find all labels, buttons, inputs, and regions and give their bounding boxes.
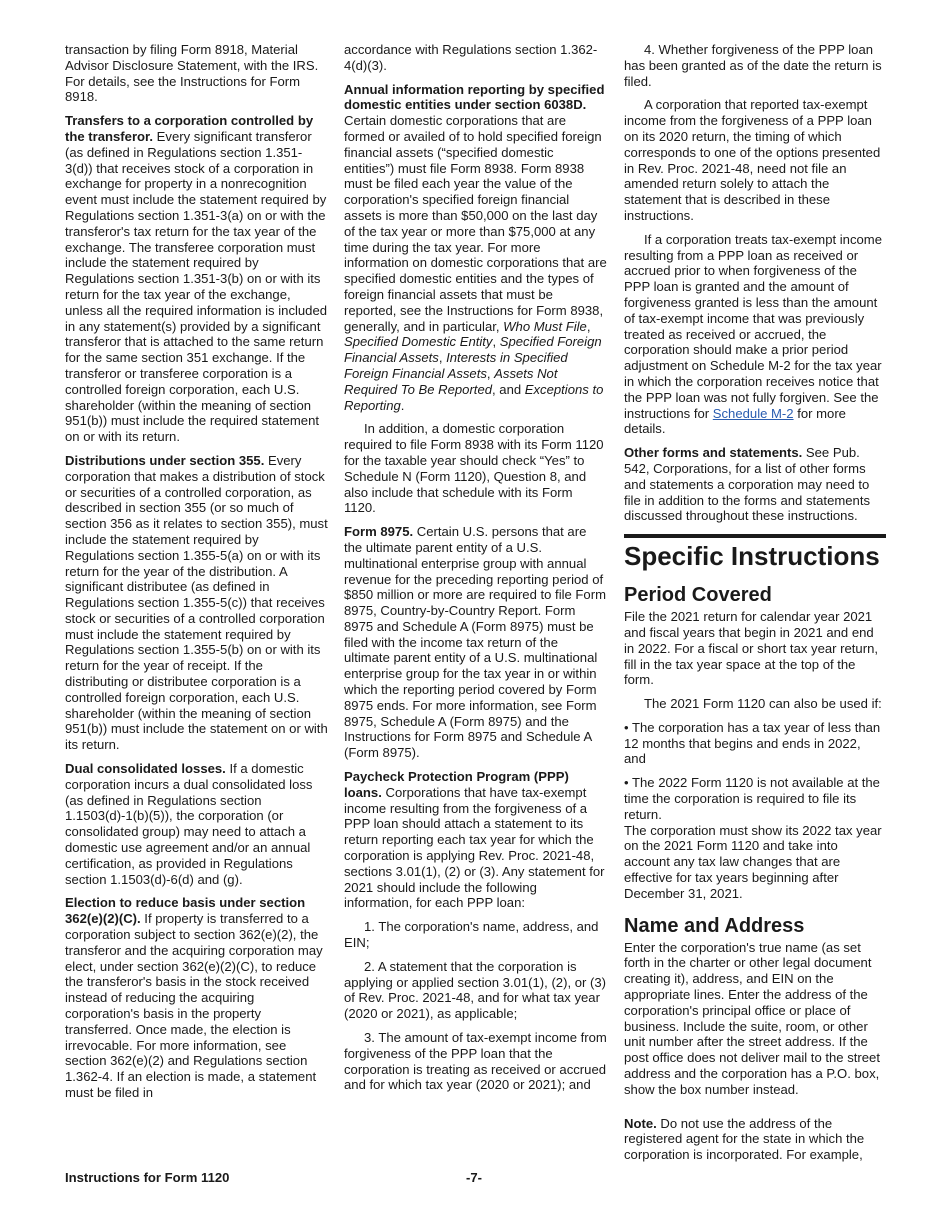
heading-ppp-loans: Paycheck Protection Program (PPP) loans. <box>344 769 569 800</box>
italic-who-must-file: Who Must File <box>503 318 587 334</box>
italic-interests-in-assets: Interests in Specified Foreign Financial Assets <box>344 350 568 381</box>
separator: , <box>486 365 495 381</box>
list-item-2: 2. A statement that the corporation is applying or applied section 3.01(1), (2), or (3) of Rev. Proc. 2021-48, and for what tax year (2020 or 2021), as applicable; <box>344 958 607 1022</box>
heading-transfers: Transfers to a corporation controlled by the transferor. <box>65 113 314 144</box>
text-prior-period: If a corporation treats tax-exempt income resulting from a PPP loan as received or accrued prior to when forgiveness of the PPP loan is granted and the amount of forgiveness granted is less than the amount of tax-exempt income that was previously treated as received or accrued, the corporation should make a prior period adjustment on Schedule M-2 for the tax year in which the corporation receives notice that the PPP loan was not fully forgiven. See the instructions for <box>624 231 882 421</box>
heading-specific-instructions: Specific Instructions <box>624 541 880 572</box>
bullet-text-1: The corporation has a tax year of less than 12 months that begins and ends in 2022, and <box>624 719 881 767</box>
text-other-forms: See Pub. 542, Corporations, for a list of other forms and statements a corporation may need to file in addition to the forms and statements discussed throughout these instructions. <box>624 445 871 524</box>
separator: , <box>438 350 447 366</box>
text-form-8975: Certain U.S. persons that are the ultimate parent entity of a U.S. multinational enterprise group with annual revenue for the preceding reporting period of $850 million or more are required to file Form 8975, Country-by-Country Report. Form 8975 and Schedule A (Form 8975) must be filed with the income tax return of the ultimate parent entity of a U.S. multinational enterprise group for the tax year in or within which the reporting period covered by Form 8975 ends. For more information, see Form 8975, Schedule A (Form 8975) and the Instructions for Form 8975 and Schedule A (Form 8975). <box>344 524 606 761</box>
paragraph-dual-losses <box>65 761 328 887</box>
text-election: If property is transferred to a corporation subject to section 362(e)(2), the transferor and the acquiring corporation may elect, under section 362(e)(2)(C), to reduce the transferor's basis in the stock received instead of reducing the acquiring corporation's basis in the property transferred. Once made, the election is irrevocable. For more information, see section 362(e)(2) and Regulations section 1.362-4. If an election is made, a statement must be filed in <box>65 911 323 1100</box>
paragraph-annual-reporting <box>344 82 607 414</box>
heading-distributions: Distributions under section 355. <box>65 452 265 468</box>
paragraph-form-8918: transaction by filing Form 8918, Material Advisor Disclosure Statement, with the IRS. For details, see the Instructions for Form 8918. <box>65 42 319 105</box>
bullet-item-1 <box>624 720 886 767</box>
paragraph-also-used: The 2021 Form 1120 can also be used if: <box>644 696 882 712</box>
text-ppp-loans: Corporations that have tax-exempt income resulting from the forgiveness of a PPP loan should attach a statement to its return reporting each tax year for which the corporation is applying Rev. Proc. 2021-48, sections 3.01(1), (2) or (3). Any statement for 2021 should include the following information, for each PPP loan: <box>344 784 605 911</box>
text-distributions: Every corporation that makes a distribution of stock or securities of a controlled corporation, as described in section 355 (or so much of section 356 as it relates to section 355), must include the statement required by Regulations section 1.355-5(a) on or with its return for the year of the distribution. A significant distributee (as defined in Regulations section 1.355-5(c)) that receives stock or securities of a controlled corporation must include the statement required by Regulations section 1.355-5(b) on or with its return for the year of receipt. If the distributing or distributee corporation is a controlled foreign corporation, each U.S. shareholder (within the meaning of section 951(b)) must include the statement on or with its return. <box>65 452 328 753</box>
separator: . <box>400 397 405 413</box>
paragraph-form-8975 <box>344 524 607 761</box>
paragraph-reported-2020: A corporation that reported tax-exempt income from the forgiveness of a PPP loan on its 2020 return, the timing of which corresponds to one of the options presented in Rev. Proc. 2021-48, need not file an amended return solely to attach the statement that is described in these instructions. <box>624 97 881 223</box>
text-dual-losses: If a domestic corporation incurs a dual consolidated loss (as defined in Regulations section 1.1503(d)-1(b)(5)), the corporation (or consolidated group) may need to attach a domestic use agreement and/or an annual certification, as provided in Regulations section 1.1503(d)-6(d) and (g). <box>65 761 313 887</box>
heading-name-and-address: Name and Address <box>624 914 805 937</box>
heading-annual-reporting: Annual information reporting by specified domestic entities under section 6038D. <box>344 81 605 113</box>
heading-dual-losses: Dual consolidated losses. <box>65 761 226 777</box>
bullet-item-2 <box>624 775 886 822</box>
heading-election: Election to reduce basis under section 362(e)(2)(C). <box>65 895 306 927</box>
bullet-icon: • <box>624 719 632 735</box>
list-item-3: 3. The amount of tax-exempt income from forgiveness of the PPP loan that the corporation is treating as received or accrued and for which tax year (2020 or 2021); and <box>344 1030 607 1093</box>
section-divider <box>624 534 886 538</box>
column-1 <box>65 42 328 1109</box>
text-note: Do not use the address of the registered agent for the state in which the corporation is incorporated. For example, <box>624 1115 865 1163</box>
list-item-4: 4. Whether forgiveness of the PPP loan has been granted as of the date the return is filed. <box>624 42 882 89</box>
heading-note: Note. <box>624 1115 657 1131</box>
paragraph-prior-period <box>624 232 886 437</box>
italic-specified-domestic-entity: Specified Domestic Entity <box>344 334 493 350</box>
column-3 <box>624 42 886 1171</box>
list-item-1: 1. The corporation's name, address, and EIN; <box>344 919 599 951</box>
italic-exceptions-to-reporting: Exceptions to Reporting <box>344 381 604 413</box>
heading-form-8975: Form 8975. <box>344 524 414 540</box>
paragraph-period-covered: File the 2021 return for calendar year 2021 and fiscal years that begin in 2021 and end in 2022. For a fiscal or short tax year return, fill in the tax year space at the top of the form. <box>624 609 878 688</box>
paragraph-ppp-loans <box>344 769 607 911</box>
bullet-text-2: The 2022 Form 1120 is not available at the time the corporation is required to file its return. <box>624 775 880 822</box>
footer-form-title: Instructions for Form 1120 <box>65 1170 230 1185</box>
separator: , and <box>492 381 525 397</box>
text-more-details: for more details. <box>624 405 846 437</box>
paragraph-regulations: accordance with Regulations section 1.362-4(d)(3). <box>344 42 598 73</box>
paragraph-distributions <box>65 453 328 753</box>
paragraph-note <box>624 1116 886 1163</box>
paragraph-name-address: Enter the corporation's true name (as set forth in the charter or other legal document creating it), address, and EIN on the appropriate lines. Enter the address of the corporation's principal office or place of business. Include the suite, room, or other unit number after the street address. If the post office does not deliver mail to the street address and the corporation has a P.O. box, show the box number instead. <box>624 939 880 1097</box>
paragraph-election <box>65 895 328 1100</box>
page-number: -7- <box>466 1170 483 1185</box>
bullet-icon: • <box>624 775 632 791</box>
schedule-m2-link[interactable]: Schedule M-2 <box>712 405 794 421</box>
italic-assets-not-required: Assets Not Required To Be Reported <box>344 365 558 397</box>
column-2 <box>344 42 607 1101</box>
text-annual-reporting: Certain domestic corporations that are formed or availed of to hold specified foreign financial assets (“specified domestic entities”) must file Form 8938. Form 8938 must be filed each year the value of the corporation's specified foreign financial assets is more than $50,000 on the last day of the tax year or more than $75,000 at any time during the tax year. For more information on domestic corporations that are specified domestic entities and the types of foreign financial assets that must be reported, see the Instructions for Form 8938, generally, and in particular, <box>344 113 607 334</box>
italic-specified-foreign-assets: Specified Foreign Financial Assets <box>344 334 602 366</box>
heading-other-forms: Other forms and statements. <box>624 445 803 461</box>
paragraph-transfers <box>65 113 328 445</box>
heading-period-covered: Period Covered <box>624 584 772 607</box>
paragraph-other-forms <box>624 445 886 524</box>
paragraph-addition: In addition, a domestic corporation required to file Form 8938 with its Form 1120 for the taxable year should check “Yes” to Schedule N (Form 1120), Question 8, and also include that schedule with its Form 1120. <box>344 421 604 516</box>
text-transfers: Every significant transferor (as defined in Regulations section 1.351-3(d)) that receives stock of a corporation in exchange for property in a nonrecognition event must include the statement required by Regulations section 1.351-3(a) on or with the transferor's tax return for the tax year of the exchange. The transferee corporation must include the statement required by Regulations section 1.351-3(b) on or with its return for the tax year of the exchange, unless all the required information is included in any statement(s) provided by a significant transferor that is attached to the same return for the same section 351 exchange. If the transferor or transferee corporation is a controlled foreign corporation, each U.S. shareholder (within the meaning of section 951(b)) must include the required statement on or with its return. <box>65 128 328 445</box>
separator: , <box>492 334 500 350</box>
separator: , <box>586 318 591 334</box>
paragraph-2022-tax-year: The corporation must show its 2022 tax year on the 2021 Form 1120 and take into account any tax law changes that are effective for tax years beginning after December 31, 2021. <box>624 822 882 901</box>
